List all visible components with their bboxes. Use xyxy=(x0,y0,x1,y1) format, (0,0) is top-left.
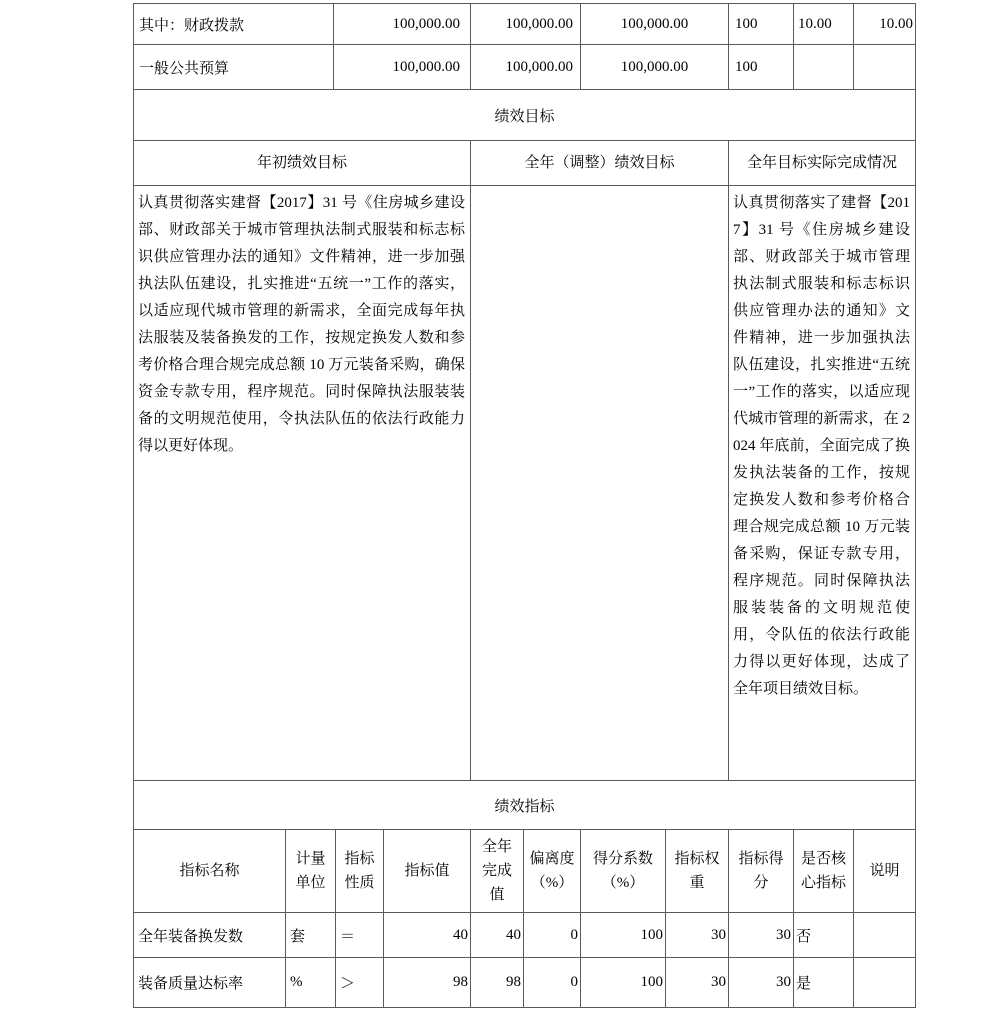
col-header-weight: 指标权重 xyxy=(666,830,729,913)
indicator-cell: 套 xyxy=(286,913,336,958)
column-header-adjusted-target: 全年（调整）绩效目标 xyxy=(471,141,729,186)
indicator-cell: 40 xyxy=(471,913,524,958)
col-header-remarks: 说明 xyxy=(854,830,916,913)
funding-row-label: 其中：财政拨款 xyxy=(134,4,334,45)
funding-cell: 10.00 xyxy=(854,4,916,45)
indicator-remarks-cell xyxy=(854,913,916,958)
performance-targets-title: 绩效目标 xyxy=(134,90,916,141)
performance-indicators-title: 绩效指标 xyxy=(134,781,916,830)
funding-cell: 100,000.00 xyxy=(581,45,729,90)
indicator-cell: 40 xyxy=(384,913,471,958)
budget-performance-table xyxy=(133,3,916,1008)
table-row xyxy=(134,781,916,830)
indicator-remarks-cell xyxy=(854,958,916,1008)
col-header-unit: 计量单位 xyxy=(286,830,336,913)
indicator-cell: ＝ xyxy=(336,913,384,958)
col-header-nature: 指标性质 xyxy=(336,830,384,913)
funding-cell: 100,000.00 xyxy=(334,4,471,45)
table-row xyxy=(134,45,916,90)
funding-cell: 100,000.00 xyxy=(471,45,581,90)
table-row xyxy=(134,141,916,186)
funding-cell xyxy=(854,45,916,90)
indicator-name-cell: 全年装备换发数 xyxy=(134,913,286,958)
table-row xyxy=(134,830,916,913)
indicator-cell: 30 xyxy=(729,913,794,958)
indicator-cell: 98 xyxy=(471,958,524,1008)
funding-cell: 100,000.00 xyxy=(471,4,581,45)
indicator-cell: 否 xyxy=(794,913,854,958)
indicator-cell: ＞ xyxy=(336,958,384,1008)
indicator-cell: 是 xyxy=(794,958,854,1008)
column-header-initial-target: 年初绩效目标 xyxy=(134,141,471,186)
funding-row-label: 一般公共预算 xyxy=(134,45,334,90)
indicator-cell: 98 xyxy=(384,958,471,1008)
initial-target-text: 认真贯彻落实建督【2017】31 号《住房城乡建设部、财政部关于城市管理执法制式服装和标志标识供应管理办法的通知》文件精神，进一步加强执法队伍建设，扎实推进“五统一”工作的落实，以适应现代城市管理的新需求，全面完成每年执法服装及装备换发的工作，按规定换发人数和参考价格合理合规完成总额 10 万元装备采购，确保资金专款专用，程序规范。同时保障执法服装装备的文明规范使用，令执法队伍的依法行政能力得以更好体现。 xyxy=(134,186,471,781)
indicator-cell: 100 xyxy=(581,913,666,958)
table-row xyxy=(134,4,916,45)
table-row xyxy=(134,90,916,141)
table-row xyxy=(134,913,916,958)
funding-cell: 10.00 xyxy=(794,4,854,45)
col-header-score-coefficient: 得分系数（%） xyxy=(581,830,666,913)
indicator-cell: % xyxy=(286,958,336,1008)
funding-cell: 100,000.00 xyxy=(334,45,471,90)
indicator-cell: 0 xyxy=(524,913,581,958)
col-header-deviation: 偏离度（%） xyxy=(524,830,581,913)
funding-cell: 100 xyxy=(729,45,794,90)
indicator-cell: 100 xyxy=(581,958,666,1008)
performance-indicators-section xyxy=(133,780,916,1008)
indicator-cell: 30 xyxy=(666,913,729,958)
col-header-score: 指标得分 xyxy=(729,830,794,913)
col-header-indicator-name: 指标名称 xyxy=(134,830,286,913)
indicator-cell: 30 xyxy=(666,958,729,1008)
adjusted-target-text xyxy=(471,186,729,781)
table-row xyxy=(134,186,916,781)
indicator-name-cell: 装备质量达标率 xyxy=(134,958,286,1008)
performance-targets-section xyxy=(133,89,916,781)
col-header-indicator-value: 指标值 xyxy=(384,830,471,913)
table-row xyxy=(134,958,916,1008)
actual-completion-text: 认真贯彻落实了建督【2017】31 号《住房城乡建设部、财政部关于城市管理执法制式服装和标志标识供应管理办法的通知》文件精神，进一步加强执法队伍建设，扎实推进“五统一”工作的落实，以适应现代城市管理的新需求，在 2024 年底前，全面完成了换发执法装备的工作，按规定换发人数和参考价格合理合规完成总额 10 万元装备采购，保证专款专用，程序规范。同时保障执法服装装备的文明规范使用，令队伍的依法行政能力得以更好体现，达成了全年项目绩效目标。 xyxy=(729,186,916,781)
funding-cell: 100,000.00 xyxy=(581,4,729,45)
funding-cell: 100 xyxy=(729,4,794,45)
column-header-actual-completion: 全年目标实际完成情况 xyxy=(729,141,916,186)
col-header-core-indicator: 是否核心指标 xyxy=(794,830,854,913)
funding-summary-table xyxy=(133,3,916,90)
col-header-annual-completed: 全年完成值 xyxy=(471,830,524,913)
indicator-cell: 30 xyxy=(729,958,794,1008)
funding-cell xyxy=(794,45,854,90)
indicator-cell: 0 xyxy=(524,958,581,1008)
